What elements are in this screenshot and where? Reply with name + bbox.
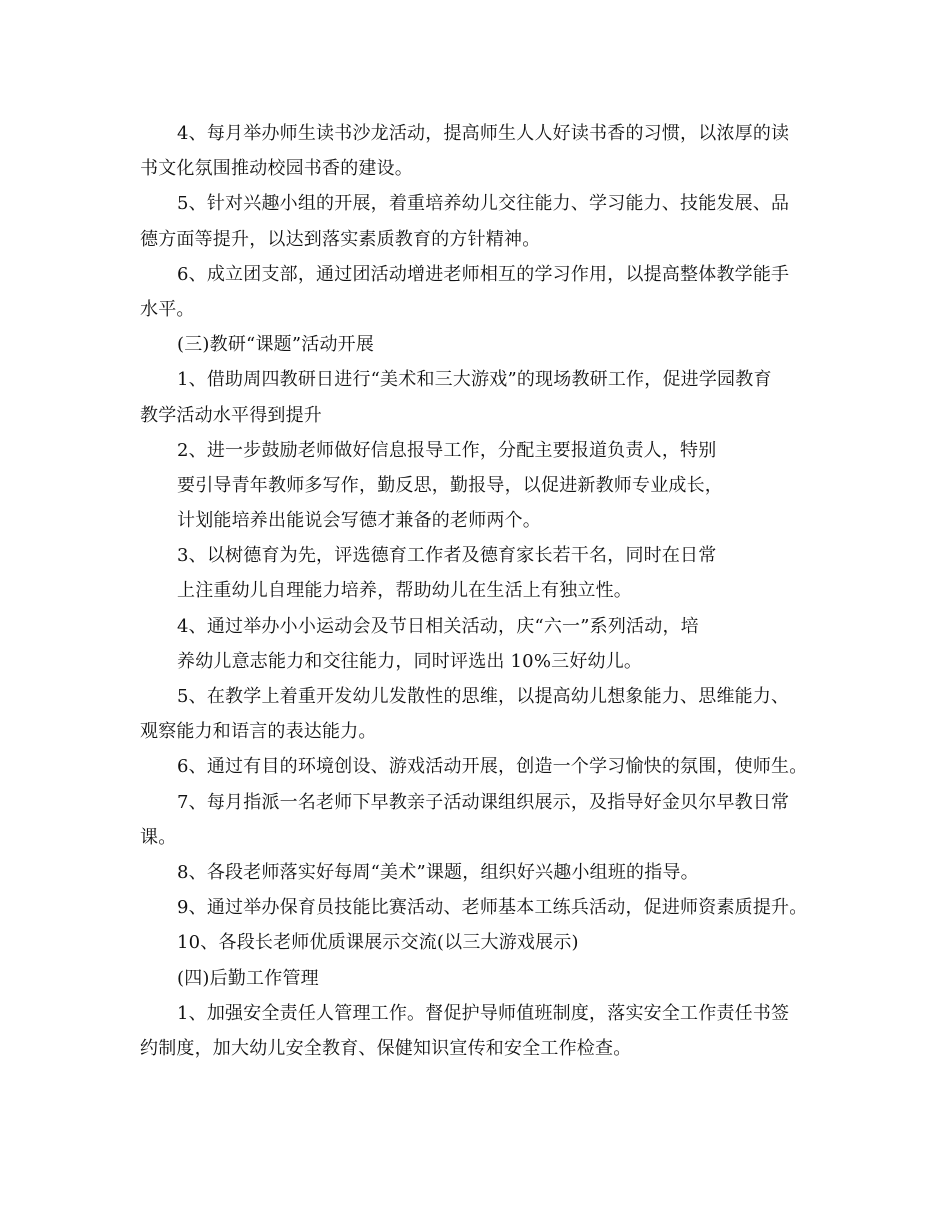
text-line: 养幼儿意志能力和交往能力，同时评选出 10%三好幼儿。 [177,650,643,672]
document-body [140,116,820,1066]
text-line: 1、加强安全责任人管理工作。督促护导师值班制度，落实安全工作责任书签 [177,1002,790,1024]
text-line: 6、成立团支部，通过团活动增进老师相互的学习作用，以提高整体教学能手 [177,263,790,285]
text-line: 5、在教学上着重开发幼儿发散性的思维，以提高幼儿想象能力、思维能力、 [177,686,790,707]
text-line: 2、进一步鼓励老师做好信息报导工作，分配主要报道负责人，特别 [177,439,717,461]
text-line: 9、通过举办保育员技能比赛活动、老师基本工练兵活动，促进师资素质提升。 [177,897,808,919]
text-line: 上注重幼儿自理能力培养，帮助幼儿在生活上有独立性。 [177,580,632,602]
text-line: 教学活动水平得到提升 [140,404,322,426]
text-line: 德方面等提升，以达到落实素质教育的方针精神。 [140,228,541,250]
text-line: 7、每月指派一名老师下早教亲子活动课组织展示，及指导好金贝尔早教日常 [177,791,790,813]
text-line: 要引导青年教师多写作，勤反思，勤报导，以促进新教师专业成长， [177,474,723,496]
text-line: 6、通过有目的环境创设、游戏活动开展，创造一个学习愉快的氛围，使师生。 [177,756,808,778]
text-line: 1、借助周四教研日进行“美术和三大游戏”的现场教研工作，促进学园教育 [177,369,772,391]
text-line: 水平。 [140,298,195,320]
text-line: 约制度，加大幼儿安全教育、保健知识宣传和安全工作检查。 [140,1037,632,1059]
text-line: 4、通过举办小小运动会及节日相关活动，庆“六一”系列活动，培 [177,615,699,637]
text-line: 4、每月举办师生读书沙龙活动，提高师生人人好读书香的习惯，以浓厚的读 [177,123,790,144]
text-line: 8、各段老师落实好每周“美术”课题，组织好兴趣小组班的指导。 [177,861,699,883]
text-line: 3、以树德育为先，评选德育工作者及德育家长若干名，同时在日常 [177,545,717,567]
text-line: 课。 [140,826,177,848]
text-line: 5、针对兴趣小组的开展，着重培养幼儿交往能力、学习能力、技能发展、品 [177,193,790,215]
text-line: 书文化氛围推动校园书香的建设。 [140,158,413,180]
text-line: 10、各段长老师优质课展示交流(以三大游戏展示) [177,932,579,954]
text-line: 计划能培养出能说会写德才兼备的老师两个。 [177,510,541,532]
text-line: (四)后勤工作管理 [177,967,319,989]
text-line: (三)教研“课题”活动开展 [177,334,375,356]
text-line: 观察能力和语言的表达能力。 [140,721,377,743]
